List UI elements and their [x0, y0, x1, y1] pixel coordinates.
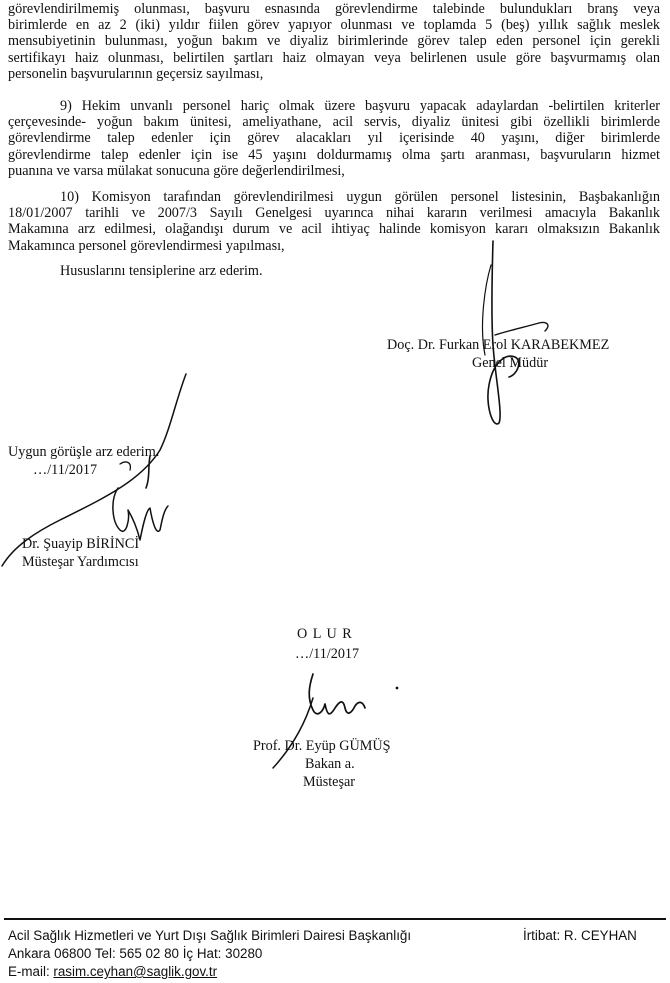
minister-name: Prof. Dr. Eyüp GÜMÜŞ	[253, 738, 391, 754]
footer-email-label: E-mail:	[8, 964, 54, 979]
text-line: birimlerde en az 2 (iki) yıldır fiilen görev yapıyor olunması ve toplamda 5 (beş) yıllık sağlık meslek	[8, 17, 660, 34]
director-title: Genel Müdür	[472, 355, 549, 371]
text-line: personelin başvurularının geçersiz sayılması,	[8, 65, 264, 82]
approval-olur: O L U R	[297, 626, 353, 642]
deputy-title: Müsteşar Yardımcısı	[22, 554, 139, 570]
director-name: Doç. Dr. Furkan Erol KARABEKMEZ	[387, 337, 610, 353]
text-line: görevlendirme talep edenler için ise 45 yaşını doldurmamış olma şartı aranması, başvuruların hizmet	[8, 146, 660, 163]
paragraph-10	[8, 189, 660, 254]
minister-approval-date: …/11/2017	[295, 646, 360, 662]
text-line: mensubiyetinin bulunması, yoğun bakım ve diyaliz birimlerinde görev talep eden personel için gerekli	[8, 33, 660, 50]
footer-email-link[interactable]: rasim.ceyhan@saglik.gov.tr	[53, 964, 218, 979]
text-line: 9) Hekim unvanlı personel hariç olmak üzere başvuru yapacak adaylardan -belirtilen kriterler	[60, 98, 660, 114]
deputy-approval-date: …/11/2017	[33, 462, 98, 478]
closing-sentence: Hususlarını tensiplerine arz ederim.	[60, 263, 263, 279]
text-line: Makamına arz edilmesi, olağandışı durum ve acil ihtiyaç halinde komisyon kararı olmaksızın Bakanlık	[8, 221, 660, 238]
minister-role-line2: Müsteşar	[303, 774, 356, 790]
minister-role-line1: Bakan a.	[305, 756, 355, 772]
footer-divider	[4, 918, 666, 920]
footer-address: Ankara 06800 Tel: 565 02 80 İç Hat: 30280	[8, 946, 263, 961]
text-line: sertifikayı haiz olunması, belirtilen şartları haiz olmayan veya belirlenen usule göre başvurmamış olan	[8, 49, 660, 66]
text-line: Makamınca personel görevlendirmesi yapılması,	[8, 237, 285, 254]
footer-email-line	[8, 964, 217, 980]
text-line: 10) Komisyon tarafından görevlendirilmesi uygun görülen personel listesinin, Başbakanlığın	[60, 189, 660, 205]
deputy-approval-text: Uygun görüşle arz ederim.	[8, 444, 160, 460]
paragraph-8-continuation	[8, 1, 660, 82]
deputy-name: Dr. Şuayip BİRİNCİ	[22, 536, 140, 552]
text-line: 18/01/2007 tarihli ve 2007/3 Sayılı Genelgesi uyarınca nihai kararın verilmesi amacıyla Bakanlık	[8, 205, 660, 222]
text-line: görevlendirme talep edenler için görev alacakları yıl içerisinde 40 yaşını, diğer birimlerde	[8, 130, 660, 147]
text-line: çerçevesinde- yoğun bakım ünitesi, ameliyathane, acil servis, diyaliz ünitesi gibi özellikli birimlerde	[8, 114, 660, 131]
paragraph-9	[8, 98, 660, 179]
director-signature	[455, 235, 555, 435]
text-line: puanına ve varsa mülakat sonucuna göre değerlendirilmesi,	[8, 162, 345, 179]
text-line: görevlendirilmemiş olunması, başvuru esnasında görevlendirme talebinde bulundukları branş veya	[8, 1, 660, 17]
footer-department: Acil Sağlık Hizmetleri ve Yurt Dışı Sağlık Birimleri Dairesi Başkanlığı	[8, 928, 412, 943]
footer-contact-person: İrtibat: R. CEYHAN	[523, 928, 637, 943]
